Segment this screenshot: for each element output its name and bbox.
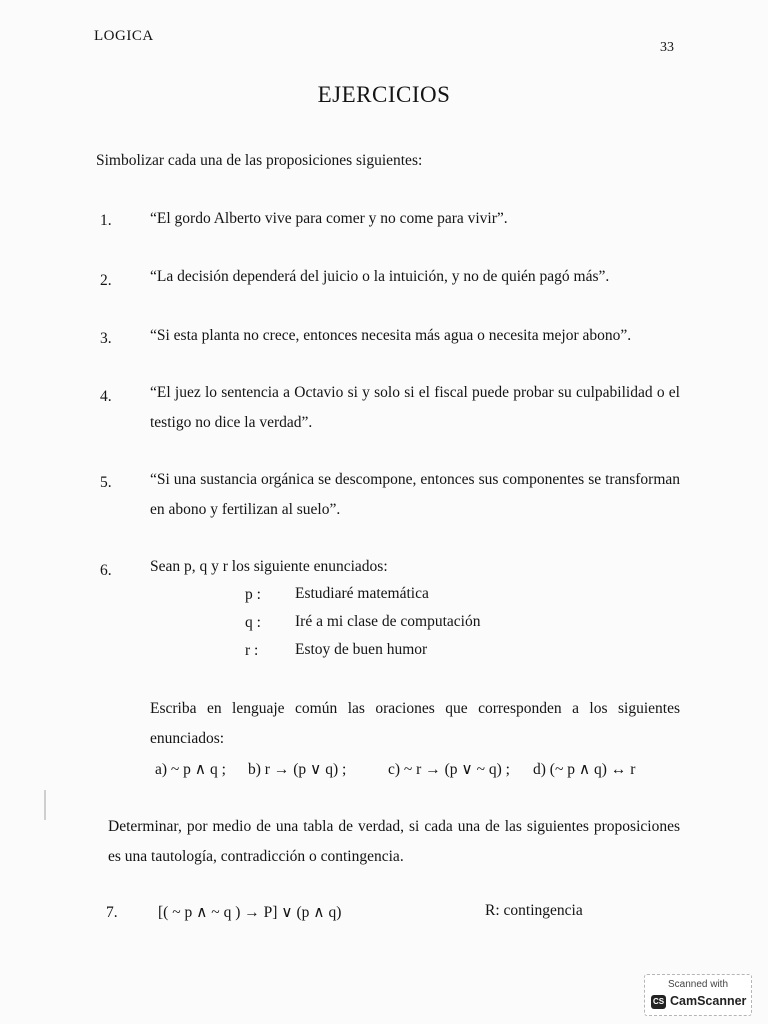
item-text: Sean p, q y r los siguiente enunciados: — [150, 558, 388, 575]
item-number: 1. — [100, 212, 112, 229]
variable-letter: p : — [245, 586, 261, 603]
scanner-caption: Scanned with — [667, 979, 729, 990]
item-text: “Si una sustancia orgánica se descompone, entonces sus componentes se transforman en abono y fertilizan al suelo”. — [150, 471, 680, 518]
option-b: b) r → (p ∨ q) ; — [248, 761, 347, 778]
variable-letter: q : — [245, 614, 261, 631]
instruction-text: Simbolizar cada una de las proposiciones siguientes: — [96, 152, 423, 169]
item7-answer: R: contingencia — [485, 902, 583, 919]
item-text: “Si esta planta no crece, entonces necesita más agua o necesita mejor abono”. — [150, 327, 632, 344]
item-number: 5. — [100, 474, 112, 491]
variable-text: Estudiaré matemática — [295, 585, 429, 602]
page-title: EJERCICIOS — [317, 82, 451, 107]
option-a: a) ~ p ∧ q ; — [155, 761, 226, 778]
item-number: 3. — [100, 330, 112, 347]
running-header: LOGICA — [94, 28, 154, 44]
page-number: 33 — [660, 40, 674, 55]
item-number: 2. — [100, 272, 112, 289]
variable-letter: r : — [245, 642, 259, 659]
item-text: “La decisión dependerá del juicio o la intuición, y no de quién pagó más”. — [150, 268, 610, 285]
item-text: “El gordo Alberto vive para comer y no come para vivir”. — [150, 210, 508, 227]
item-number: 4. — [100, 388, 112, 405]
scanner-watermark — [644, 974, 752, 1016]
item7-formula: [( ~ p ∧ ~ q ) → P] ∨ (p ∧ q) — [158, 904, 342, 921]
option-d: d) (~ p ∧ q) ↔ r — [533, 761, 636, 778]
scanner-brand: CamScanner — [670, 994, 747, 1008]
item-number: 6. — [100, 562, 112, 579]
determine-instruction: Determinar, por medio de una tabla de verdad, si cada una de las siguientes proposiciones es una tautología, contradicción o contingencia. — [108, 818, 680, 865]
item6-instruction: Escriba en lenguaje común las oraciones que corresponden a los siguientes enunciados: — [150, 700, 680, 747]
variable-text: Iré a mi clase de computación — [295, 613, 481, 630]
camscanner-logo-icon: CS — [651, 995, 666, 1009]
variable-text: Estoy de buen humor — [295, 641, 428, 658]
option-c: c) ~ r → (p ∨ ~ q) ; — [388, 761, 510, 778]
item-number: 7. — [106, 904, 118, 921]
page-edge-mark — [44, 790, 46, 820]
item-text: “El juez lo sentencia a Octavio si y solo si el fiscal puede probar su culpabilidad o el testigo no dice la verdad”. — [150, 384, 680, 431]
